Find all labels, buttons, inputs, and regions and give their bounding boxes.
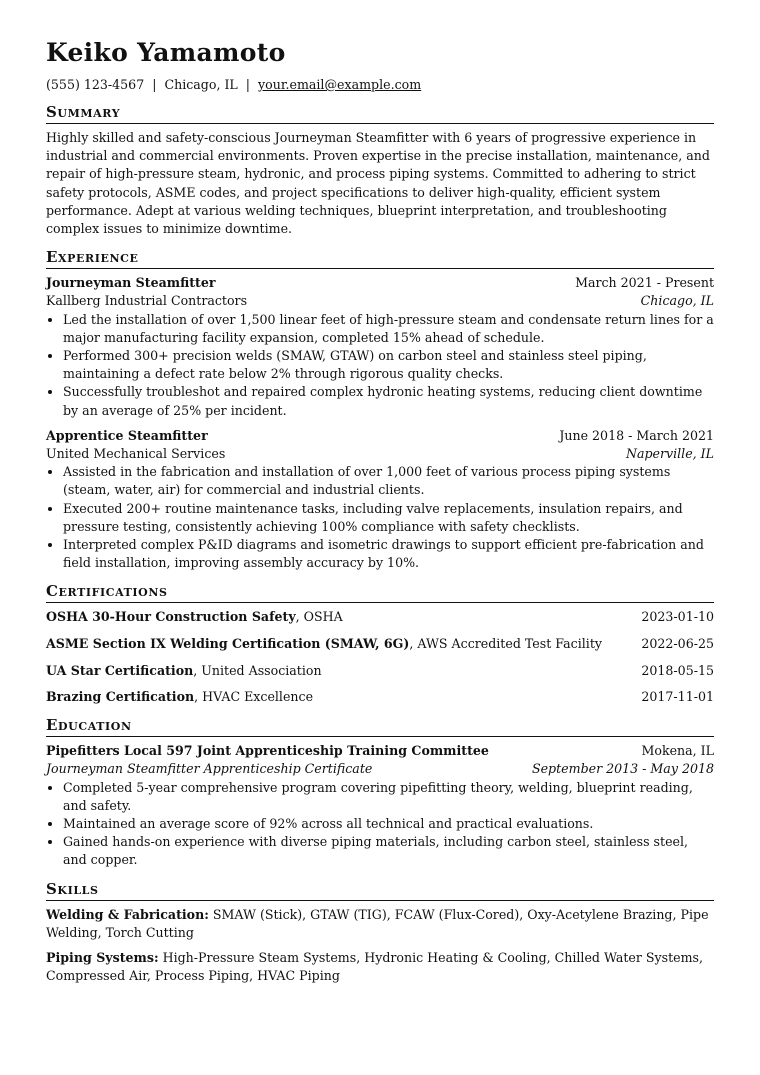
- list-item: • Maintained an average score of 92% across all technical and practical evaluations.: [63, 815, 714, 833]
- job-entry: [46, 274, 714, 420]
- list-item: • Led the installation of over 1,500 linear feet of high-pressure steam and condensate return lines for a major manufacturing facility expansion, completed 15% ahead of schedule.: [63, 311, 714, 347]
- job-role: Journeyman Steamfitter: [46, 275, 216, 291]
- list-item: • Assisted in the fabrication and installation of over 1,000 feet of various process piping systems (steam, water, air) for commercial and industrial clients.: [63, 463, 714, 499]
- certification-date: 2018-05-15: [641, 662, 714, 678]
- section-title-experience: Experience: [46, 248, 714, 269]
- location: Chicago, IL: [164, 77, 238, 92]
- job-bullets: [46, 311, 714, 420]
- list-item: • Executed 200+ routine maintenance tasks, including valve replacements, insulation repairs, and pressure testing, consistently achieving 100% compliance with safety checklists.: [63, 500, 714, 536]
- job-dates: June 2018 - March 2021: [559, 427, 714, 443]
- certification-issuer: , OSHA: [295, 609, 343, 625]
- job-location: Naperville, IL: [625, 446, 714, 462]
- job-entry: [46, 427, 714, 573]
- skill-group-items: SMAW (Stick), GTAW (TIG), FCAW (Flux-Cored), Oxy-Acetylene Brazing, Pipe Welding, Torch Cutting: [46, 906, 709, 940]
- education-bullets: [46, 779, 714, 870]
- summary-text: Highly skilled and safety-conscious Journeyman Steamfitter with 6 years of progressive experience in industrial and commercial environments. Proven expertise in the precise installation, maintenance, and repair of high-pressure steam, hydronic, and process piping systems. Committed to adhering to strict safety protocols, ASME codes, and project specifications to deliver high-quality, efficient system performance. Adept at various welding techniques, blueprint interpretation, and troubleshooting complex issues to minimize downtime.: [46, 130, 710, 237]
- job-company: United Mechanical Services: [46, 446, 226, 462]
- list-item: • Completed 5-year comprehensive program covering pipefitting theory, welding, blueprint reading, and safety.: [63, 779, 714, 815]
- list-item: • Gained hands-on experience with diverse piping materials, including carbon steel, stainless steel, and copper.: [63, 833, 714, 869]
- school-location: Mokena, IL: [641, 743, 714, 759]
- job-header: [46, 427, 714, 445]
- certification-date: 2022-06-25: [641, 636, 714, 652]
- skill-group: [46, 949, 714, 985]
- education-dates: September 2013 - May 2018: [531, 761, 714, 777]
- skill-group-items: High-Pressure Steam Systems, Hydronic Heating & Cooling, Chilled Water Systems, Compressed Air, Process Piping, HVAC Piping: [46, 950, 704, 984]
- list-item: • Performed 300+ precision welds (SMAW, GTAW) on carbon steel and stainless steel piping, maintaining a defect rate below 2% through rigorous quality checks.: [63, 347, 714, 383]
- section-title-skills: Skills: [46, 880, 714, 901]
- certification-name: ASME Section IX Welding Certification (SMAW, 6G): [46, 636, 410, 652]
- skill-group: [46, 906, 714, 942]
- certification-date: 2017-11-01: [641, 689, 714, 705]
- job-subheader: [46, 445, 714, 463]
- list-item: • Successfully troubleshot and repaired complex hydronic heating systems, reducing client downtime by an average of 25% per incident.: [63, 383, 714, 419]
- certification-row: [46, 662, 714, 680]
- job-subheader: [46, 292, 714, 310]
- job-dates: March 2021 - Present: [575, 275, 714, 291]
- phone-number: (555) 123-4567: [46, 77, 145, 92]
- section-title-summary: Summary: [46, 103, 714, 124]
- certification-name: Brazing Certification: [46, 689, 195, 705]
- certification-row: [46, 688, 714, 706]
- certification-date: 2023-01-10: [641, 609, 714, 625]
- certification-issuer: , United Association: [193, 662, 322, 678]
- job-header: [46, 274, 714, 292]
- school-name: Pipefitters Local 597 Joint Apprenticeship Training Committee: [46, 743, 489, 759]
- job-bullets: [46, 463, 714, 572]
- job-location: Chicago, IL: [640, 293, 714, 309]
- job-company: Kallberg Industrial Contractors: [46, 293, 248, 309]
- list-item: • Interpreted complex P&ID diagrams and isometric drawings to support efficient pre-fabrication and field installation, improving assembly accuracy by 10%.: [63, 536, 714, 572]
- education-subheader: [46, 760, 714, 778]
- candidate-name: Keiko Yamamoto: [46, 38, 286, 67]
- contact-separator: |: [245, 77, 251, 92]
- certification-row: [46, 635, 714, 653]
- email-link[interactable]: your.email@example.com: [258, 77, 422, 92]
- degree-name: Journeyman Steamfitter Apprenticeship Certificate: [46, 761, 373, 777]
- certification-issuer: , AWS Accredited Test Facility: [409, 636, 602, 652]
- job-role: Apprentice Steamfitter: [46, 427, 208, 443]
- skill-group-label: Welding & Fabrication:: [46, 906, 209, 922]
- contact-separator: |: [152, 77, 157, 92]
- section-title-certifications: Certifications: [46, 582, 714, 603]
- certification-name: UA Star Certification: [46, 662, 194, 678]
- skill-group-label: Piping Systems:: [46, 950, 159, 966]
- education-header: [46, 742, 714, 760]
- certification-name: OSHA 30-Hour Construction Safety: [46, 609, 296, 625]
- certification-issuer: , HVAC Excellence: [194, 689, 314, 705]
- contact-line: [46, 77, 714, 93]
- certification-row: [46, 608, 714, 626]
- section-title-education: Education: [46, 716, 714, 737]
